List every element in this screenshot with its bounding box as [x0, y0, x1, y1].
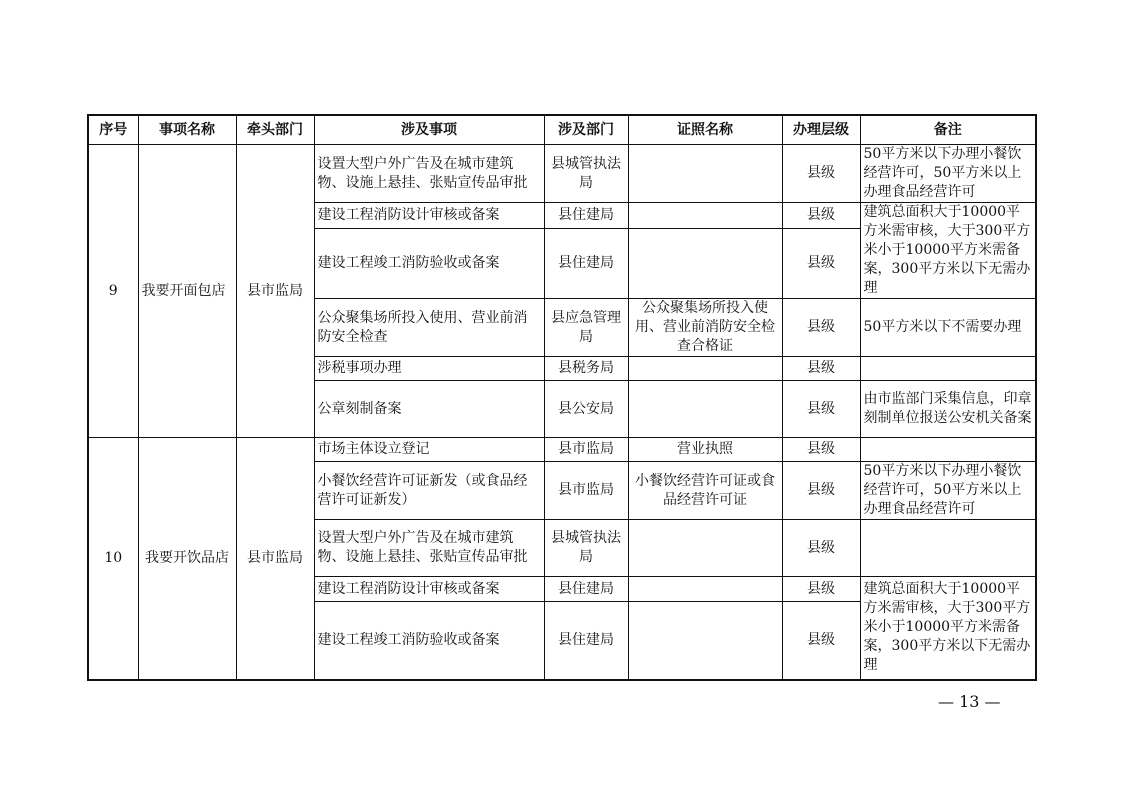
row-item-name: 我要开饮品店 [138, 438, 236, 680]
cell-license: 小餐饮经营许可证或食品经营许可证 [628, 462, 782, 520]
cell-note [860, 438, 1036, 462]
cell-item: 建设工程竣工消防验收或备案 [314, 228, 544, 298]
cell-dept: 县市监局 [544, 462, 628, 520]
cell-license [628, 145, 782, 203]
row-no: 10 [88, 438, 138, 680]
cell-item: 设置大型户外广告及在城市建筑物、设施上悬挂、张贴宣传品审批 [314, 520, 544, 577]
cell-item: 建设工程消防设计审核或备案 [314, 577, 544, 602]
cell-level: 县级 [782, 381, 860, 438]
table-row [88, 145, 1036, 203]
row-lead-dept: 县市监局 [236, 145, 314, 438]
cell-item: 公章刻制备案 [314, 381, 544, 438]
cell-level: 县级 [782, 299, 860, 357]
cell-level: 县级 [782, 577, 860, 602]
cell-note [860, 357, 1036, 381]
cell-license: 公众聚集场所投入使用、营业前消防安全检查合格证 [628, 299, 782, 357]
cell-level: 县级 [782, 357, 860, 381]
cell-item: 建设工程消防设计审核或备案 [314, 203, 544, 229]
cell-note: 由市监部门采集信息，印章刻制单位报送公安机关备案 [860, 381, 1036, 438]
cell-note: 50平方米以下办理小餐饮经营许可，50平方米以上办理食品经营许可 [860, 462, 1036, 520]
header-license: 证照名称 [628, 115, 782, 145]
cell-dept: 县市监局 [544, 438, 628, 462]
cell-license [628, 602, 782, 680]
cell-item: 小餐饮经营许可证新发（或食品经营许可证新发） [314, 462, 544, 520]
cell-dept: 县住建局 [544, 203, 628, 229]
cell-level: 县级 [782, 462, 860, 520]
header-row [88, 115, 1036, 145]
cell-dept: 县城管执法局 [544, 145, 628, 203]
header-item-name: 事项名称 [138, 115, 236, 145]
approval-table [87, 114, 1037, 681]
row-item-name: 我要开面包店 [138, 145, 236, 438]
table-row [88, 438, 1036, 462]
cell-item: 公众聚集场所投入使用、营业前消防安全检查 [314, 299, 544, 357]
cell-dept: 县住建局 [544, 577, 628, 602]
cell-level: 县级 [782, 520, 860, 577]
row-lead-dept: 县市监局 [236, 438, 314, 680]
cell-license [628, 357, 782, 381]
cell-dept: 县应急管理局 [544, 299, 628, 357]
header-lead-dept: 牵头部门 [236, 115, 314, 145]
cell-note: 50平方米以下不需要办理 [860, 299, 1036, 357]
cell-note: 建筑总面积大于10000平方米需审核，大于300平方米小于10000平方米需备案，300平方米以下无需办理 [860, 577, 1036, 680]
cell-dept: 县公安局 [544, 381, 628, 438]
cell-license [628, 577, 782, 602]
cell-dept: 县税务局 [544, 357, 628, 381]
header-level: 办理层级 [782, 115, 860, 145]
header-involved-dept: 涉及部门 [544, 115, 628, 145]
cell-dept: 县住建局 [544, 228, 628, 298]
header-involved-item: 涉及事项 [314, 115, 544, 145]
header-note: 备注 [860, 115, 1036, 145]
cell-license [628, 203, 782, 229]
cell-license [628, 520, 782, 577]
cell-dept: 县城管执法局 [544, 520, 628, 577]
cell-level: 县级 [782, 602, 860, 680]
cell-license [628, 381, 782, 438]
cell-level: 县级 [782, 438, 860, 462]
header-no: 序号 [88, 115, 138, 145]
cell-level: 县级 [782, 203, 860, 229]
row-no: 9 [88, 145, 138, 438]
cell-note: 50平方米以下办理小餐饮经营许可，50平方米以上办理食品经营许可 [860, 145, 1036, 203]
cell-dept: 县住建局 [544, 602, 628, 680]
cell-item: 市场主体设立登记 [314, 438, 544, 462]
cell-level: 县级 [782, 228, 860, 298]
page-number: — 13 — [938, 692, 1001, 711]
cell-level: 县级 [782, 145, 860, 203]
cell-item: 设置大型户外广告及在城市建筑物、设施上悬挂、张贴宣传品审批 [314, 145, 544, 203]
cell-item: 建设工程竣工消防验收或备案 [314, 602, 544, 680]
cell-license: 营业执照 [628, 438, 782, 462]
cell-item: 涉税事项办理 [314, 357, 544, 381]
cell-note [860, 520, 1036, 577]
cell-note: 建筑总面积大于10000平方米需审核，大于300平方米小于10000平方米需备案，300平方米以下无需办理 [860, 203, 1036, 299]
cell-license [628, 228, 782, 298]
